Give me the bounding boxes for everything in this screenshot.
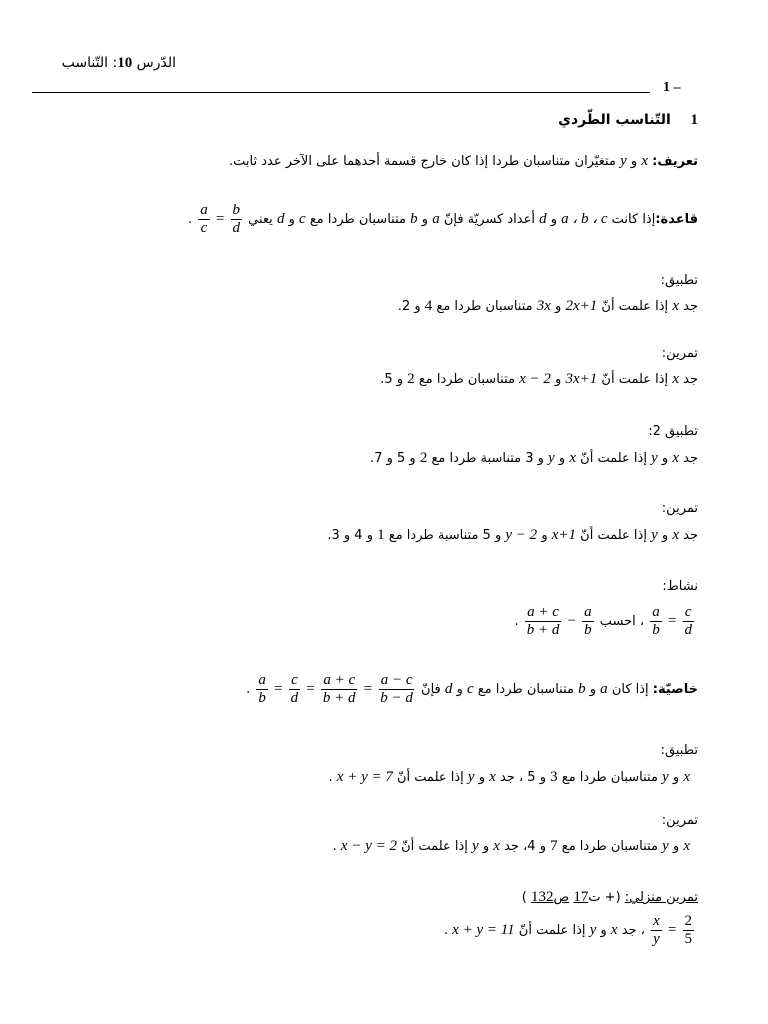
var-x: x <box>672 527 679 543</box>
and-text: و <box>555 299 562 314</box>
definition-label: تعريف: <box>652 154 698 169</box>
ifknown-text: إذا علمت أنّ <box>601 372 669 387</box>
homework-title: تمرين منزلي: <box>624 890 698 905</box>
var-y: y <box>589 922 597 938</box>
lesson-title: التّناسب <box>61 55 109 71</box>
var-y: y <box>651 527 658 543</box>
var-a: a <box>600 681 608 697</box>
numerator: 2 <box>684 913 692 929</box>
ref-number: 17 <box>573 889 589 905</box>
and-text: و <box>421 212 429 227</box>
denominator: b + d <box>526 622 560 638</box>
var-y: y <box>651 450 658 466</box>
mid-text: و 5 ، جد <box>499 770 546 785</box>
property-label: خاصيّة: <box>652 682 698 697</box>
number: 2 <box>419 450 428 466</box>
lesson-number: 10 <box>117 55 133 71</box>
equals-sign: = <box>274 681 283 697</box>
lesson-colon: : <box>112 55 118 71</box>
and-text: و <box>482 839 490 854</box>
expression: y − 2 <box>505 527 538 543</box>
header-rule <box>32 92 650 93</box>
activity-line <box>514 604 696 639</box>
ref-page: ص <box>553 890 570 905</box>
fraction <box>650 604 662 639</box>
var-x: x <box>672 450 679 466</box>
denominator: 5 <box>684 931 692 947</box>
end-text: و 2. <box>397 299 421 314</box>
period: . <box>246 682 251 697</box>
var-y: y <box>472 838 479 854</box>
prop-text: متناسبة طردا مع <box>431 451 522 466</box>
app2-title: تطبيق 2: <box>648 424 698 439</box>
var-y: y <box>467 769 475 785</box>
equation: x + y = 11 <box>452 922 515 938</box>
numerator: a <box>652 604 660 620</box>
denominator: b <box>584 622 592 638</box>
lesson-label: الدّرس <box>136 55 176 71</box>
homework-line <box>444 913 696 948</box>
period: . <box>443 923 449 938</box>
denominator: b + d <box>322 690 356 706</box>
and-text: و <box>672 839 680 854</box>
ref-open: (+ ت <box>588 890 621 905</box>
prop-text: متناسبان طردا مع <box>561 839 658 854</box>
denominator: d <box>684 622 692 638</box>
var-x: x <box>683 769 690 785</box>
prop-text: متناسبان طردا مع <box>418 372 515 387</box>
prop-text: متناسبان طردا مع <box>436 299 533 314</box>
var-y: y <box>662 769 669 785</box>
and-text: و <box>589 682 597 697</box>
rule-means: يعني <box>248 212 273 227</box>
ex2-line <box>327 527 698 544</box>
activity-given <box>648 604 696 639</box>
and-text: و <box>600 923 607 938</box>
prop-text: متناسبان طردا مع <box>477 682 574 697</box>
activity-title: نشاط: <box>662 579 698 594</box>
number: 3 <box>550 769 558 785</box>
find-text: جد <box>683 372 698 387</box>
prop-text: متناسبة طردا مع <box>388 528 479 543</box>
number: 1 <box>377 527 385 543</box>
var-x: x <box>683 838 690 854</box>
var-d: d <box>539 211 547 227</box>
prop-text: متناسبان طردا مع <box>561 770 658 785</box>
denominator: d <box>290 690 299 706</box>
equals-sign: = <box>306 681 315 697</box>
var-d: d <box>444 681 453 697</box>
var-x: x <box>489 769 496 785</box>
and-text: و <box>630 154 638 169</box>
rule-vars: a ، b ، c <box>561 211 608 227</box>
denominator: y <box>653 931 660 947</box>
var-x: x <box>493 838 500 854</box>
equals-sign: = <box>667 922 677 938</box>
find-text: جد <box>683 299 698 314</box>
numerator: a <box>584 604 592 620</box>
numerator: a + c <box>323 672 356 688</box>
calc-text: ، احسب <box>599 614 645 629</box>
equals-sign: = <box>667 613 677 629</box>
var-c: c <box>466 681 474 697</box>
section-title: التّناسب الطّردي <box>558 112 671 128</box>
and-text: و <box>672 770 680 785</box>
mid-text: و 4، جد <box>504 839 546 854</box>
definition-line <box>229 153 698 170</box>
number: 7 <box>550 838 558 854</box>
and-text: و <box>661 528 669 543</box>
ref-close: ) <box>521 890 527 905</box>
fraction <box>582 604 594 639</box>
period: . <box>187 212 193 227</box>
fraction <box>378 672 415 707</box>
expression: 3x <box>536 298 551 314</box>
var-x: x <box>672 298 679 314</box>
numerator: a − c <box>380 672 413 688</box>
rule-prop: متناسبان طردا مع <box>309 212 406 227</box>
activity-target <box>514 604 595 639</box>
var-x: x <box>610 922 618 938</box>
ifknown-text: إذا علمت أنّ <box>601 299 669 314</box>
minus-sign: − <box>567 613 576 629</box>
var-a: a <box>432 211 440 227</box>
numerator: x <box>653 913 660 929</box>
find-text: ، جد <box>621 923 645 938</box>
and-three: و 3 <box>525 451 544 466</box>
ex3-line <box>333 838 690 855</box>
ex3-title: تمرين: <box>661 813 698 828</box>
var-b: b <box>578 681 586 697</box>
fraction <box>525 604 562 639</box>
var-y: y <box>662 838 669 854</box>
denominator: c <box>200 220 208 236</box>
fraction <box>651 913 662 948</box>
denominator: b − d <box>380 690 413 706</box>
end-text: و 5. <box>380 372 404 387</box>
intro-text: إذا كان <box>611 682 649 697</box>
period: . <box>328 770 333 785</box>
and-text: و <box>541 528 548 543</box>
denominator: b <box>258 690 266 706</box>
numerator: a <box>200 202 208 218</box>
homework-given <box>649 913 696 948</box>
var-x: x <box>569 450 577 466</box>
fraction <box>231 202 243 237</box>
fraction <box>683 913 695 948</box>
var-x: x <box>641 153 648 169</box>
rule-middle: أعداد كسريّة فإنّ <box>443 212 535 227</box>
fraction <box>683 604 695 639</box>
find-text: جد <box>683 451 698 466</box>
expression: x+1 <box>551 527 577 543</box>
var-c: c <box>299 211 306 227</box>
ref-page-number: 132 <box>530 889 554 905</box>
rule-line <box>188 202 698 237</box>
numerator: c <box>684 604 692 620</box>
lesson-header <box>62 55 176 72</box>
and-text: و <box>558 451 566 466</box>
end-text: و 4 و 3. <box>327 528 373 543</box>
definition-text: متغيّران متناسبان طردا إذا كان خارج قسمة أحدهما على الآخر عدد ثابت. <box>228 154 616 169</box>
expression: 3x+1 <box>565 371 598 387</box>
var-y: y <box>620 153 627 169</box>
var-d: d <box>276 211 285 227</box>
ifknown-text: إذا علمت أنّ <box>401 839 468 854</box>
ifknown-text: إذا علمت أنّ <box>397 770 464 785</box>
then-text: فإنّ <box>421 682 441 697</box>
fraction <box>198 202 210 237</box>
section-heading <box>558 112 698 129</box>
ex1-title: تمرين: <box>661 346 698 361</box>
equation: x + y = 7 <box>336 769 393 785</box>
find-text: جد <box>683 528 698 543</box>
fraction <box>289 672 301 707</box>
page-indicator: 1 – <box>663 80 681 95</box>
ex2-title: تمرين: <box>661 501 698 516</box>
var-x: x <box>672 371 679 387</box>
fraction <box>321 672 358 707</box>
and-text: و <box>555 372 562 387</box>
equals-sign: = <box>363 681 373 697</box>
and-five: و 5 <box>482 528 502 543</box>
numerator: a <box>258 672 266 688</box>
and-text: و <box>456 682 463 697</box>
homework-title-line <box>522 889 698 906</box>
rule-intro: إذا كانت <box>611 212 656 227</box>
fraction <box>256 672 268 707</box>
app3-title: تطبيق: <box>660 743 698 758</box>
var-b: b <box>410 211 418 227</box>
property-line <box>246 672 698 707</box>
numerator: a + c <box>527 604 559 620</box>
expression: x − 2 <box>519 371 551 387</box>
ex1-line <box>380 371 698 388</box>
rule-equation <box>188 202 244 237</box>
and-text: و <box>550 212 558 227</box>
app2-line <box>370 450 698 467</box>
period: . <box>332 839 337 854</box>
numerator: b <box>232 202 240 218</box>
end-text: و 5 و 7. <box>370 451 416 466</box>
and-text: و <box>288 212 295 227</box>
equation: x − y = 2 <box>340 838 397 854</box>
property-equation <box>246 672 417 707</box>
ifknown-text: إذا علمت أنّ <box>518 923 586 938</box>
period: . <box>514 614 519 629</box>
ifknown-text: إذا علمت أنّ <box>580 451 647 466</box>
expression: 2x+1 <box>565 298 598 314</box>
denominator: d <box>232 220 240 236</box>
and-text: و <box>661 451 669 466</box>
number: 4 <box>424 298 433 314</box>
denominator: b <box>652 622 660 638</box>
app3-line <box>329 769 690 786</box>
rule-label: قاعدة: <box>655 212 698 227</box>
app1-line <box>398 298 698 315</box>
number: 2 <box>407 371 415 387</box>
equals-sign: = <box>215 211 225 227</box>
numerator: c <box>291 672 298 688</box>
ifknown-text: إذا علمت أنّ <box>580 528 647 543</box>
app1-title: تطبيق: <box>660 273 698 288</box>
and-text: و <box>478 770 486 785</box>
var-y: y <box>548 450 555 466</box>
section-number: 1 <box>690 112 698 128</box>
